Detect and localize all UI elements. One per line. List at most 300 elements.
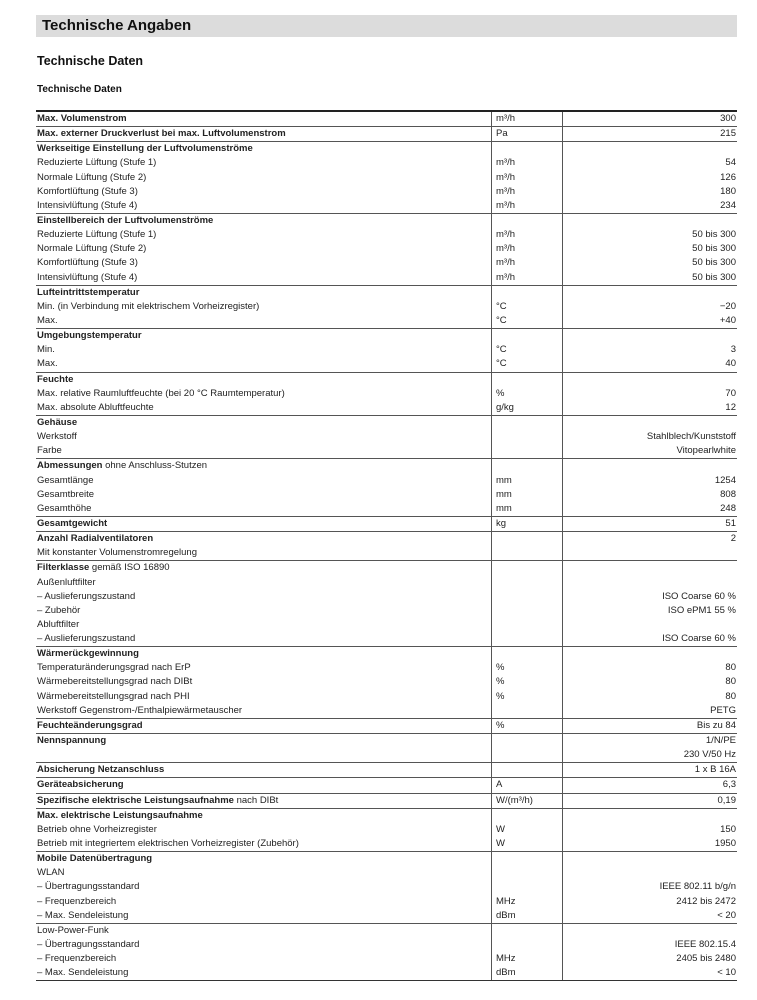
column-divider	[562, 852, 563, 866]
row-unit: °C	[496, 344, 507, 356]
table-row	[36, 762, 737, 777]
column-divider	[562, 532, 563, 546]
column-divider	[562, 488, 563, 502]
column-divider	[491, 794, 492, 808]
table-row	[36, 704, 737, 718]
column-divider	[562, 112, 563, 126]
row-label: – Übertragungsstandard	[37, 881, 140, 893]
row-value: 3	[730, 344, 736, 356]
table-row	[36, 632, 737, 646]
row-value: 0,19	[717, 794, 736, 806]
column-divider	[562, 952, 563, 966]
table-row	[36, 966, 737, 980]
table-row	[36, 516, 737, 531]
row-label: – Frequenzbereich	[37, 895, 117, 907]
row-value: < 10	[717, 967, 736, 979]
row-unit: A	[496, 779, 503, 791]
row-label: Max. elektrische Leistungsaufnahme	[37, 809, 203, 821]
table-row	[36, 646, 737, 661]
row-label: – Max. Sendeleistung	[37, 909, 129, 921]
column-divider	[491, 416, 492, 430]
table-row	[36, 401, 737, 415]
column-divider	[491, 214, 492, 228]
column-divider	[562, 704, 563, 718]
column-divider	[491, 704, 492, 718]
row-label: – Auslieferungszustand	[37, 590, 136, 602]
column-divider	[491, 112, 492, 126]
column-divider	[491, 256, 492, 270]
column-divider	[562, 909, 563, 923]
table-row	[36, 851, 737, 866]
row-unit: dBm	[496, 909, 516, 921]
row-label: – Zubehör	[37, 604, 81, 616]
column-divider	[562, 373, 563, 387]
row-value: 40	[725, 358, 736, 370]
column-divider	[562, 546, 563, 560]
table-row	[36, 823, 737, 837]
row-value: 1/N/PE	[705, 735, 736, 747]
row-label: – Auslieferungszustand	[37, 633, 136, 645]
row-value: 2	[730, 533, 736, 545]
table-row	[36, 328, 737, 343]
row-label: Gesamtlänge	[37, 474, 94, 486]
table-row	[36, 199, 737, 213]
table-row	[36, 458, 737, 473]
column-divider	[491, 373, 492, 387]
row-unit: mm	[496, 474, 512, 486]
column-divider	[562, 763, 563, 777]
column-divider	[491, 778, 492, 792]
table-row	[36, 938, 737, 952]
column-divider	[491, 561, 492, 575]
column-divider	[562, 794, 563, 808]
row-label: Farbe	[37, 445, 62, 457]
row-label: Werkseitige Einstellung der Luftvolumenströme	[37, 143, 253, 155]
column-divider	[491, 271, 492, 285]
row-label: Mit konstanter Volumenstromregelung	[37, 547, 197, 559]
column-divider	[562, 576, 563, 590]
column-divider	[491, 661, 492, 675]
table-row	[36, 285, 737, 300]
table-row	[36, 560, 737, 575]
row-value: ISO ePM1 55 %	[667, 604, 736, 616]
row-value: 215	[720, 128, 736, 140]
row-label: Betrieb mit integriertem elektrischen Vorheizregister (Zubehör)	[37, 838, 299, 850]
row-unit: m³/h	[496, 171, 515, 183]
row-label: Gehäuse	[37, 416, 78, 428]
column-divider	[491, 546, 492, 560]
column-divider	[562, 387, 563, 401]
column-divider	[562, 185, 563, 199]
table-row	[36, 793, 737, 808]
column-divider	[491, 590, 492, 604]
row-unit: %	[496, 662, 505, 674]
row-label: Min.	[37, 344, 55, 356]
row-unit: W/(m³/h)	[496, 794, 533, 806]
row-label: Gesamthöhe	[37, 502, 92, 514]
column-divider	[491, 880, 492, 894]
table-row	[36, 372, 737, 387]
table-row	[36, 531, 737, 546]
column-divider	[562, 171, 563, 185]
row-value: 50 bis 300	[692, 271, 736, 283]
row-value: 300	[720, 113, 736, 124]
section-header: Technische Angaben	[36, 15, 737, 37]
row-label: Spezifische elektrische Leistungsaufnahme nach DIBt	[37, 794, 279, 806]
row-label: Absicherung Netzanschluss	[37, 764, 165, 776]
table-row	[36, 895, 737, 909]
column-divider	[562, 214, 563, 228]
row-value: 50 bis 300	[692, 229, 736, 241]
column-divider	[562, 748, 563, 762]
table-row	[36, 474, 737, 488]
row-unit: mm	[496, 502, 512, 514]
column-divider	[491, 242, 492, 256]
table-row	[36, 357, 737, 371]
column-divider	[562, 517, 563, 531]
column-divider	[562, 590, 563, 604]
row-label: Gesamtgewicht	[37, 517, 108, 529]
column-divider	[562, 502, 563, 516]
column-divider	[491, 171, 492, 185]
row-unit: kg	[496, 517, 507, 529]
column-divider	[491, 459, 492, 473]
row-value: 80	[725, 662, 736, 674]
column-divider	[562, 719, 563, 733]
column-divider	[491, 938, 492, 952]
column-divider	[562, 778, 563, 792]
row-unit: °C	[496, 358, 507, 370]
row-label: Min. (in Verbindung mit elektrischem Vorheizregister)	[37, 300, 260, 312]
row-label: – Max. Sendeleistung	[37, 967, 129, 979]
column-divider	[491, 185, 492, 199]
table-row	[36, 590, 737, 604]
technical-data-table	[36, 110, 737, 981]
column-divider	[562, 938, 563, 952]
column-divider	[562, 444, 563, 458]
table-row	[36, 909, 737, 923]
column-divider	[491, 357, 492, 371]
column-divider	[562, 837, 563, 851]
table-row	[36, 748, 737, 762]
table-row	[36, 242, 737, 256]
row-value: 1950	[714, 838, 736, 850]
table-row	[36, 675, 737, 689]
row-label: Feuchteänderungsgrad	[37, 719, 143, 731]
column-divider	[491, 618, 492, 632]
column-divider	[562, 661, 563, 675]
row-label: Lufteintrittstemperatur	[37, 286, 140, 298]
table-row	[36, 141, 737, 156]
column-divider	[562, 343, 563, 357]
row-label: Intensivlüftung (Stufe 4)	[37, 271, 138, 283]
row-unit: m³/h	[496, 185, 515, 197]
column-divider	[562, 690, 563, 704]
column-divider	[491, 809, 492, 823]
column-divider	[562, 127, 563, 141]
row-value: 50 bis 300	[692, 257, 736, 269]
table-row	[36, 185, 737, 199]
column-divider	[562, 242, 563, 256]
row-value: 6,3	[722, 779, 736, 791]
row-value: 80	[725, 690, 736, 702]
column-divider	[562, 809, 563, 823]
table-row	[36, 444, 737, 458]
table-row	[36, 837, 737, 851]
table-row	[36, 387, 737, 401]
row-unit: m³/h	[496, 199, 515, 211]
column-divider	[491, 909, 492, 923]
row-value: Stahlblech/Kunststoff	[646, 431, 736, 443]
row-unit: m³/h	[496, 257, 515, 269]
row-unit: m³/h	[496, 113, 515, 124]
row-unit: W	[496, 838, 505, 850]
table-row	[36, 661, 737, 675]
table-row	[36, 228, 737, 242]
row-unit: dBm	[496, 967, 516, 979]
row-value: Bis zu 84	[696, 719, 736, 731]
row-label: Wärmebereitstellungsgrad nach DIBt	[37, 676, 193, 688]
row-label: Reduzierte Lüftung (Stufe 1)	[37, 157, 157, 169]
row-unit: °C	[496, 314, 507, 326]
column-divider	[491, 966, 492, 980]
column-divider	[491, 228, 492, 242]
row-unit: Pa	[496, 128, 508, 140]
column-divider	[491, 343, 492, 357]
row-unit: g/kg	[496, 401, 514, 413]
column-divider	[562, 401, 563, 415]
row-value: 2405 bis 2480	[676, 953, 736, 965]
column-divider	[562, 966, 563, 980]
column-divider	[562, 880, 563, 894]
row-value: 248	[720, 502, 736, 514]
column-divider	[562, 329, 563, 343]
column-divider	[562, 823, 563, 837]
row-label: WLAN	[37, 867, 65, 879]
table-row	[36, 126, 737, 141]
row-label: Einstellbereich der Luftvolumenströme	[37, 214, 214, 226]
row-value: IEEE 802.15.4	[674, 939, 736, 951]
column-divider	[562, 604, 563, 618]
column-divider	[491, 502, 492, 516]
row-unit: °C	[496, 300, 507, 312]
column-divider	[491, 719, 492, 733]
row-value: 80	[725, 676, 736, 688]
table-row	[36, 546, 737, 560]
column-divider	[491, 532, 492, 546]
row-value: < 20	[717, 909, 736, 921]
column-divider	[491, 852, 492, 866]
row-label: Max.	[37, 358, 58, 370]
table-row	[36, 430, 737, 444]
table-row	[36, 300, 737, 314]
column-divider	[491, 576, 492, 590]
row-value: 70	[725, 387, 736, 399]
row-label: Komfortlüftung (Stufe 3)	[37, 257, 138, 269]
column-divider	[562, 156, 563, 170]
row-label: Nennspannung	[37, 735, 107, 747]
row-label: Temperaturänderungsgrad nach ErP	[37, 662, 191, 674]
column-divider	[491, 156, 492, 170]
table-row	[36, 110, 737, 126]
column-divider	[562, 924, 563, 938]
table-row	[36, 733, 737, 748]
row-label: Umgebungstemperatur	[37, 330, 142, 342]
column-divider	[491, 387, 492, 401]
row-label: Filterklasse gemäß ISO 16890	[37, 562, 170, 574]
row-unit: m³/h	[496, 243, 515, 255]
column-divider	[491, 517, 492, 531]
table-row	[36, 866, 737, 880]
row-label: Außenluftfilter	[37, 576, 96, 588]
row-label: Abluftfilter	[37, 618, 80, 630]
column-divider	[562, 632, 563, 646]
column-divider	[491, 763, 492, 777]
table-row	[36, 213, 737, 228]
table-row	[36, 343, 737, 357]
column-divider	[491, 734, 492, 748]
row-value: 12	[725, 401, 736, 413]
column-divider	[491, 300, 492, 314]
table-row	[36, 256, 737, 270]
column-divider	[491, 430, 492, 444]
row-unit: %	[496, 676, 505, 688]
row-unit: %	[496, 387, 505, 399]
row-unit: %	[496, 719, 505, 731]
row-value: 54	[725, 157, 736, 169]
column-divider	[562, 866, 563, 880]
column-divider	[562, 895, 563, 909]
row-label: Reduzierte Lüftung (Stufe 1)	[37, 229, 157, 241]
row-label: Abmessungen ohne Anschluss-Stutzen	[37, 460, 208, 472]
column-divider	[491, 329, 492, 343]
column-divider	[491, 952, 492, 966]
column-divider	[491, 314, 492, 328]
table-row	[36, 314, 737, 328]
row-label: – Übertragungsstandard	[37, 939, 140, 951]
row-unit: MHz	[496, 895, 516, 907]
row-label: Betrieb ohne Vorheizregister	[37, 823, 157, 835]
document-subtitle: Technische Daten	[37, 54, 144, 68]
table-bottom-border	[36, 980, 737, 981]
row-value: PETG	[710, 704, 736, 716]
row-label: Max. Volumenstrom	[37, 113, 127, 124]
row-value: Vitopearlwhite	[676, 445, 736, 457]
column-divider	[562, 618, 563, 632]
row-label: Feuchte	[37, 373, 74, 385]
column-divider	[491, 488, 492, 502]
column-divider	[491, 604, 492, 618]
column-divider	[562, 228, 563, 242]
column-divider	[562, 286, 563, 300]
row-label: Komfortlüftung (Stufe 3)	[37, 185, 138, 197]
row-label: Normale Lüftung (Stufe 2)	[37, 243, 147, 255]
row-label: Werkstoff	[37, 431, 77, 443]
row-unit: mm	[496, 488, 512, 500]
column-divider	[491, 895, 492, 909]
row-label: Gesamtbreite	[37, 488, 95, 500]
row-value: 808	[720, 488, 736, 500]
row-value: 126	[720, 171, 736, 183]
row-label: Wärmebereitstellungsgrad nach PHI	[37, 690, 190, 702]
row-value: IEEE 802.11 b/g/n	[659, 881, 736, 893]
column-divider	[562, 199, 563, 213]
column-divider	[562, 734, 563, 748]
row-value: +40	[719, 314, 736, 326]
row-value: 50 bis 300	[692, 243, 736, 255]
row-unit: MHz	[496, 953, 516, 965]
table-row	[36, 777, 737, 792]
row-value: ISO Coarse 60 %	[662, 590, 736, 602]
row-label: Intensivlüftung (Stufe 4)	[37, 199, 138, 211]
row-value: 2412 bis 2472	[676, 895, 736, 907]
column-divider	[491, 632, 492, 646]
row-label: Low-Power-Funk	[37, 924, 109, 936]
column-divider	[491, 142, 492, 156]
column-divider	[491, 286, 492, 300]
column-divider	[562, 416, 563, 430]
row-value: −20	[719, 300, 736, 312]
table-row	[36, 171, 737, 185]
table-row	[36, 604, 737, 618]
row-label: Max. relative Raumluftfeuchte (bei 20 °C Raumtemperatur)	[37, 387, 285, 399]
column-divider	[562, 357, 563, 371]
table-row	[36, 923, 737, 938]
column-divider	[491, 690, 492, 704]
column-divider	[562, 300, 563, 314]
column-divider	[491, 675, 492, 689]
column-divider	[491, 127, 492, 141]
table-title: Technische Daten	[37, 84, 122, 95]
table-row	[36, 415, 737, 430]
column-divider	[562, 474, 563, 488]
column-divider	[562, 430, 563, 444]
column-divider	[562, 647, 563, 661]
column-divider	[491, 924, 492, 938]
table-row	[36, 880, 737, 894]
column-divider	[562, 256, 563, 270]
row-label: Normale Lüftung (Stufe 2)	[37, 171, 147, 183]
row-label: Mobile Datenübertragung	[37, 853, 153, 865]
row-unit: %	[496, 690, 505, 702]
row-unit: m³/h	[496, 229, 515, 241]
row-value: 180	[720, 185, 736, 197]
column-divider	[562, 561, 563, 575]
column-divider	[562, 142, 563, 156]
row-label: Werkstoff Gegenstrom-/Enthalpiewärmetauscher	[37, 704, 243, 716]
table-row	[36, 502, 737, 516]
row-label: Max. externer Druckverlust bei max. Luftvolumenstrom	[37, 128, 286, 140]
column-divider	[562, 314, 563, 328]
row-unit: m³/h	[496, 157, 515, 169]
table-row	[36, 808, 737, 823]
row-label: Geräteabsicherung	[37, 779, 124, 791]
column-divider	[491, 199, 492, 213]
table-row	[36, 271, 737, 285]
row-label: Wärmerückgewinnung	[37, 648, 139, 660]
table-row	[36, 952, 737, 966]
table-row	[36, 576, 737, 590]
table-row	[36, 690, 737, 704]
row-value: 1 x B 16A	[694, 764, 736, 776]
row-label: – Frequenzbereich	[37, 953, 117, 965]
row-value: 51	[725, 517, 736, 529]
row-unit: m³/h	[496, 271, 515, 283]
row-label: Max.	[37, 314, 58, 326]
row-label: Anzahl Radialventilatoren	[37, 533, 154, 545]
column-divider	[491, 474, 492, 488]
column-divider	[491, 866, 492, 880]
